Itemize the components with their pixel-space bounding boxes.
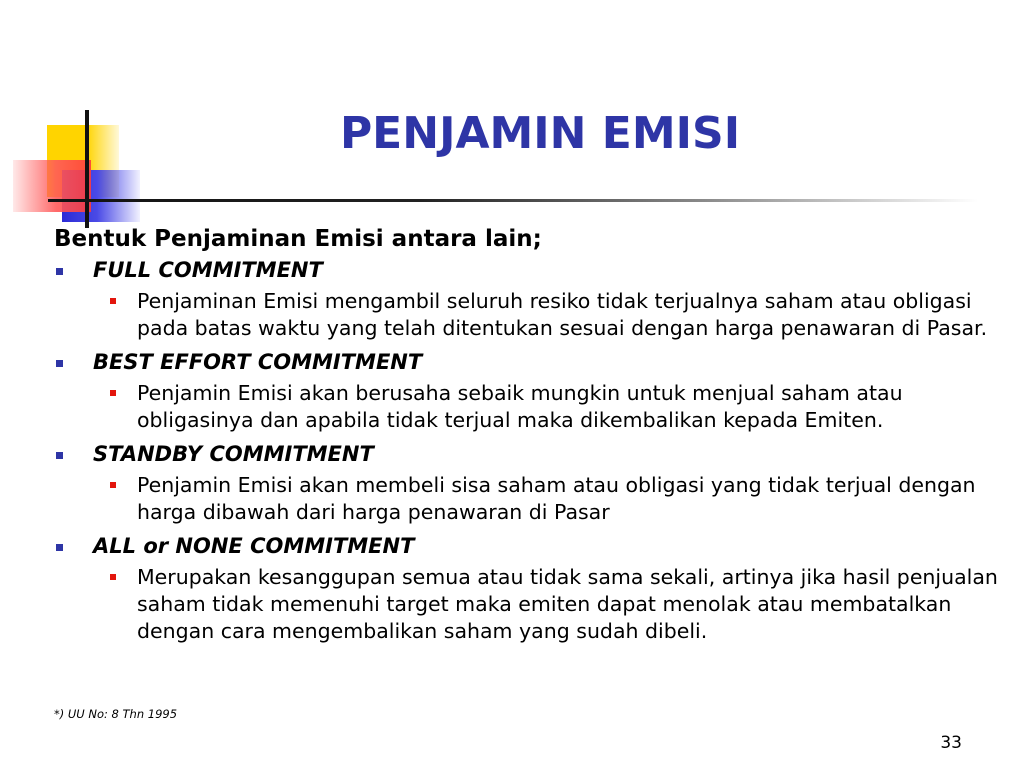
bullet-heading <box>54 534 1004 558</box>
description-text: Penjaminan Emisi mengambil seluruh resiko tidak terjualnya saham atau obligasi pada batas waktu yang telah ditentukan sesuai dengan harga penawaran di Pasar. <box>137 289 988 340</box>
square-bullet-icon <box>110 298 116 304</box>
square-bullet-icon <box>110 390 116 396</box>
description-text: Penjamin Emisi akan berusaha sebaik mungkin untuk menjual saham atau obligasinya dan apabila tidak terjual maka dikembalikan kepada Emiten. <box>137 381 903 432</box>
heading-text: STANDBY COMMITMENT <box>93 442 374 466</box>
decor-vertical-line <box>85 110 89 228</box>
bullet-description <box>137 564 1004 645</box>
slide-content <box>54 226 1004 653</box>
list-item <box>54 534 1004 645</box>
square-bullet-icon <box>56 544 63 551</box>
square-bullet-icon <box>56 452 63 459</box>
square-bullet-icon <box>56 360 63 367</box>
corner-decoration <box>0 0 160 240</box>
bullet-heading <box>54 350 1004 374</box>
list-item <box>54 258 1004 342</box>
list-item <box>54 350 1004 434</box>
intro-text: Bentuk Penjaminan Emisi antara lain; <box>54 226 542 252</box>
square-bullet-icon <box>110 574 116 580</box>
square-bullet-icon <box>110 482 116 488</box>
bullet-heading <box>54 258 1004 282</box>
slide-title: PENJAMIN EMISI <box>339 108 741 159</box>
title-underline <box>48 199 978 202</box>
page-number: 33 <box>940 733 962 753</box>
bullet-description <box>137 472 1004 526</box>
footnote: *) UU No: 8 Thn 1995 <box>54 707 178 721</box>
square-bullet-icon <box>56 268 63 275</box>
heading-text: FULL COMMITMENT <box>93 258 323 282</box>
decor-red-square <box>13 160 91 212</box>
heading-text: BEST EFFORT COMMITMENT <box>93 350 423 374</box>
heading-text: ALL or NONE COMMITMENT <box>93 534 415 558</box>
bullet-heading <box>54 442 1004 466</box>
list-item <box>54 442 1004 526</box>
description-text: Penjamin Emisi akan membeli sisa saham atau obligasi yang tidak terjual dengan harga dibawah dari harga penawaran di Pasar <box>137 473 976 524</box>
description-text: Merupakan kesanggupan semua atau tidak sama sekali, artinya jika hasil penjualan saham tidak memenuhi target maka emiten dapat menolak atau membatalkan dengan cara mengembalikan saham yang sudah dibeli. <box>137 565 998 643</box>
bullet-description <box>137 288 1004 342</box>
bullet-description <box>137 380 1004 434</box>
